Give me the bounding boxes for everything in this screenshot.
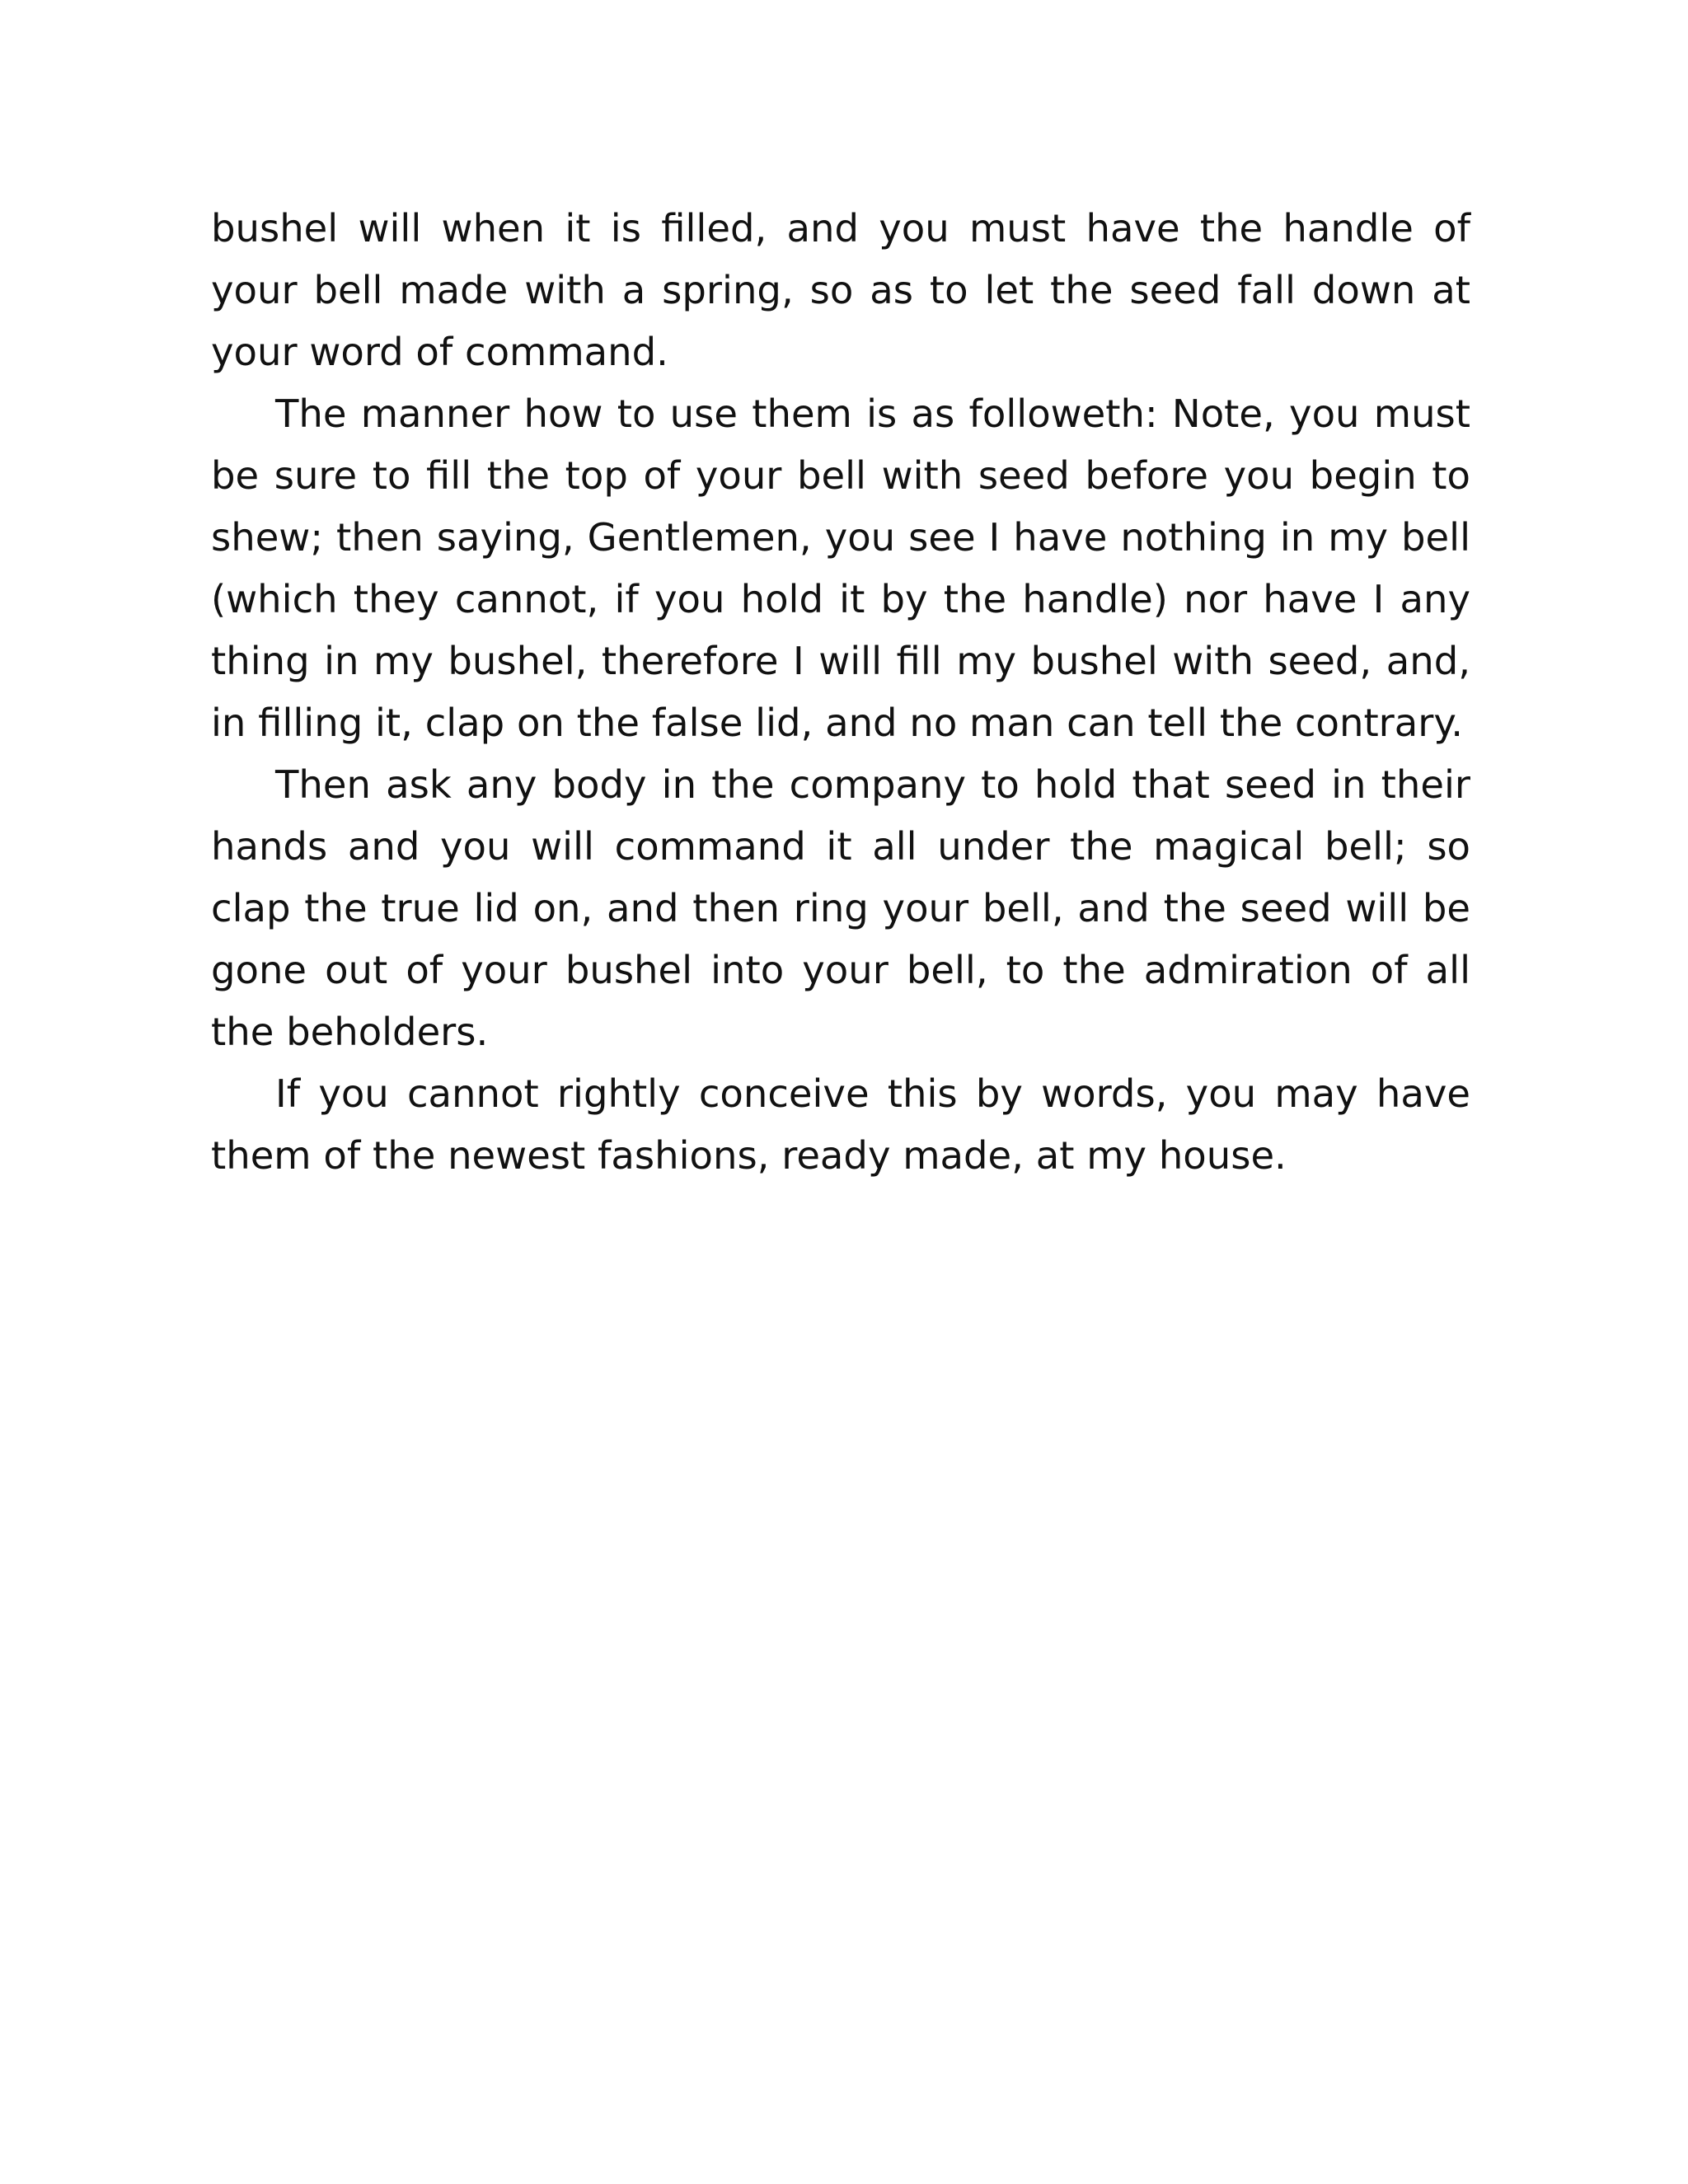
paragraph-conceive: If you cannot rightly conceive this by words, you may have them of the newest fashions, ready made, at my house. (211, 1071, 1470, 1178)
paragraph-manner: The manner how to use them is as followeth: Note, you must be sure to fill the top of your bell with seed before you begin to shew; then saying, Gentlemen, you see I have nothing in my bell (which they cannot, if you hold it by the handle) nor have I any thing in my bushel, therefore I will fill my bushel with seed, and, in filling it, clap on the false lid, and no man can tell the contrary. (211, 391, 1470, 745)
paragraph-then-ask: Then ask any body in the company to hold that seed in their hands and you will command it all under the magical bell; so clap the true lid on, and then ring your bell, and the seed will be gone out of your bushel into your bell, to the admiration of all the beholders. (211, 762, 1470, 1054)
paragraph-continuation: bushel will when it is filled, and you must have the handle of your bell made with a spring, so as to let the seed fall down at your word of command. (211, 206, 1470, 374)
body-text (211, 198, 1470, 1187)
